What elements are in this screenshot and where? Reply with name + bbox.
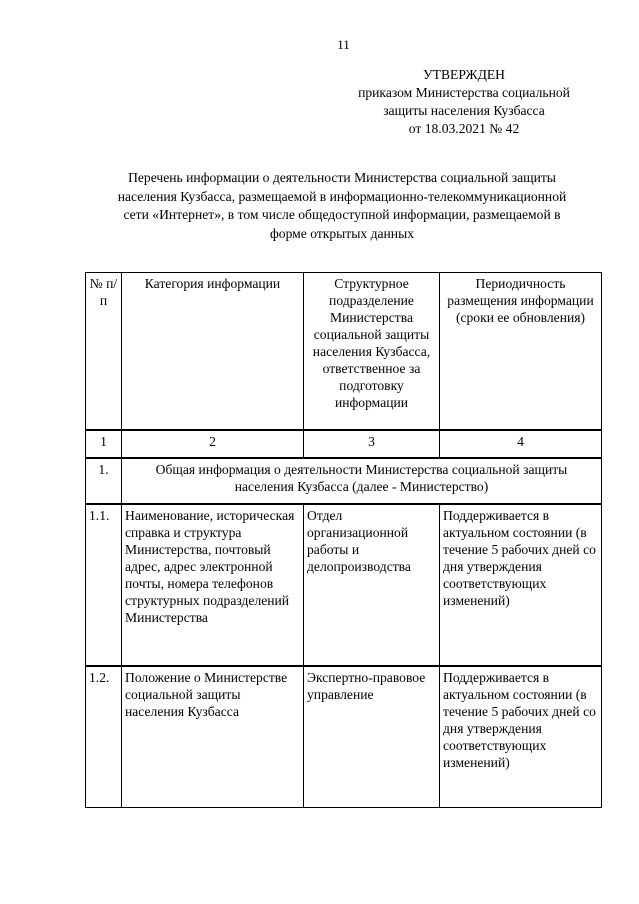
row-number: 1.1. bbox=[86, 504, 122, 666]
header-department: Структурное подразделение Министерства социальной защиты населения Кузбасса, ответственное за подготовку информации bbox=[304, 273, 440, 431]
section-title: Общая информация о деятельности Министерства социальной защиты населения Кузбасса (далее - Министерство) bbox=[122, 458, 602, 504]
row-department: Экспертно-правовое управление bbox=[304, 666, 440, 808]
page-number: 11 bbox=[337, 37, 350, 52]
header-category: Категория информации bbox=[122, 273, 304, 431]
row-category: Наименование, историческая справка и структура Министерства, почтовый адрес, адрес электронной почты, номера телефонов структурных подразделений Министерства bbox=[122, 504, 304, 666]
row-department: Отдел организационной работы и делопроизводства bbox=[304, 504, 440, 666]
row-number: 1.2. bbox=[86, 666, 122, 808]
column-number: 4 bbox=[440, 430, 602, 458]
approval-block bbox=[330, 66, 598, 138]
table-row bbox=[86, 666, 602, 808]
approval-line: защиты населения Кузбасса bbox=[383, 103, 545, 118]
column-number-row bbox=[86, 430, 602, 458]
title-line: форме открытых данных bbox=[269, 225, 415, 241]
title-line: населения Кузбасса, размещаемой в информационно-телекоммуникационной bbox=[117, 188, 567, 204]
information-table bbox=[85, 272, 602, 808]
title-line: Перечень информации о деятельности Министерства социальной защиты bbox=[128, 170, 556, 185]
title-line: сети «Интернет», в том числе общедоступной информации, размещаемой в bbox=[123, 207, 561, 222]
column-number: 2 bbox=[122, 430, 304, 458]
row-periodicity: Поддерживается в актуальном состоянии (в течение 5 рабочих дней со дня утверждения соответствующих изменений) bbox=[440, 504, 602, 666]
section-number: 1. bbox=[86, 458, 122, 504]
row-periodicity: Поддерживается в актуальном состоянии (в течение 5 рабочих дней со дня утверждения соответствующих изменений) bbox=[440, 666, 602, 808]
section-row bbox=[86, 458, 602, 504]
column-number: 1 bbox=[86, 430, 122, 458]
table-header-row bbox=[86, 273, 602, 431]
row-category: Положение о Министерстве социальной защиты населения Кузбасса bbox=[122, 666, 304, 808]
header-periodicity: Периодичность размещения информации (сроки ее обновления) bbox=[440, 273, 602, 431]
document-title bbox=[86, 169, 598, 243]
table-row bbox=[86, 504, 602, 666]
column-number: 3 bbox=[304, 430, 440, 458]
approval-date: от 18.03.2021 № 42 bbox=[408, 121, 520, 136]
header-number: № п/п bbox=[86, 273, 122, 431]
approval-heading: УТВЕРЖДЕН bbox=[423, 67, 505, 82]
approval-line: приказом Министерства социальной bbox=[358, 85, 570, 100]
